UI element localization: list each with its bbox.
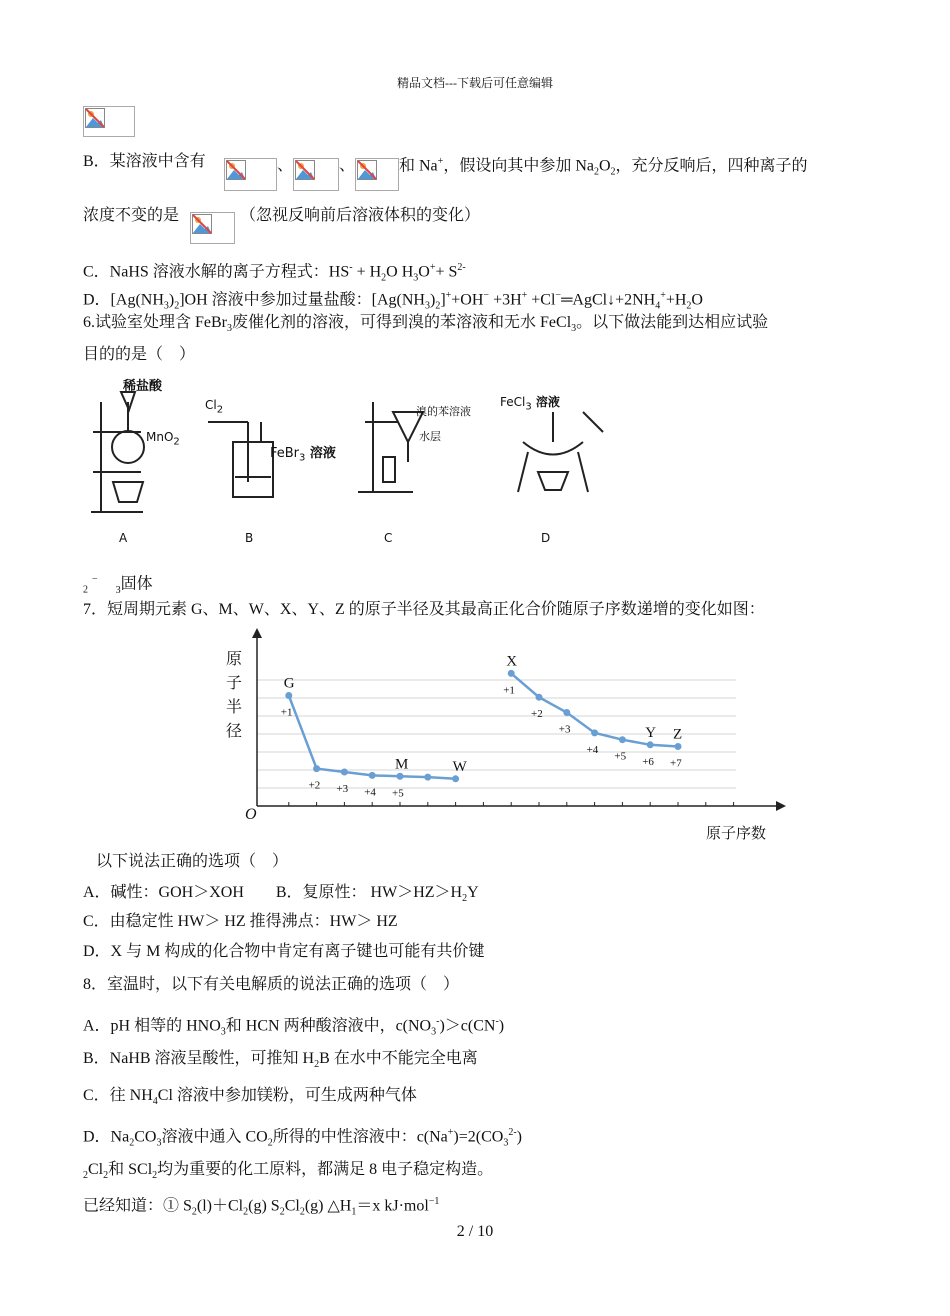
chart-ylabel-char: 原 [226,651,243,668]
broken-image-icon [190,212,235,244]
chart-valence-label: +1 [280,706,293,719]
q7-option-ab: A．碱性：GOH＞XOH B．复原性： $HW>HZ>H_2Y$ [83,884,479,905]
chart-data-point [508,670,515,677]
separator: 、 [339,157,356,174]
q8-text: 8．室温时，以下有关电解质的说法正确的选项（ ） [83,976,460,993]
chart-valence-label: +5 [614,750,627,763]
fig-label-d: D [541,531,551,545]
chart-x-arrow [776,801,786,811]
label-fecl3: FeCl$_3$ 溶液 [500,395,560,413]
q8-option-a: A．pH 相等的 $HNO_3$和 HCN 两种酸溶液中，$c(NO_3^-)>c(CN^-)$ [83,1016,505,1038]
q9-line1: $_2Cl_2$和 SCl$_2$均为重要的化工原料，都满足 8 电子稳定构造。 [83,1161,494,1182]
q6-text: 6.试验室处理含 FeBr$_3$废催化剂的溶液，可得到溴的苯溶液和无水 FeCl$_3$。以下做法能到达相应试验 [83,314,769,335]
chart-data-point [285,692,292,699]
chart-element-label: X [506,653,518,670]
q5-option-b-line2: 浓度不变的是 [83,207,180,224]
q9-line2: 已经知道：① $S_2(l)+Cl_2(g)$ $S_2Cl_2(g)$ $\triangle H_1=x$ kJ·mol$^{-1}$ [83,1196,440,1218]
chart-ylabel-char: 子 [226,675,243,692]
atomic-radius-chart [220,626,800,846]
chart-valence-label: +4 [586,743,599,756]
q5-option-b-text: B．某溶液中含有 [83,153,206,170]
chart-data-point [591,729,598,736]
q6-text-line2: 目的的是（ ） [83,346,196,363]
chart-data-point [397,773,404,780]
label-bromobenzene: 溴的苯溶液 [416,405,471,418]
chart-ylabel-char: 径 [226,723,243,740]
chart-valence-label: +5 [392,787,404,800]
label-water-layer: 水层 [419,430,441,443]
chart-valence-label: +1 [503,684,515,697]
chart-valence-label: +2 [308,779,321,792]
page-number: 2 / 10 [456,1223,494,1240]
q5-option-c: C．NaHS 溶液水解的离子方程式：$HS^- + H_2O$ $H_3O^++ S^{2-}$ [83,262,466,284]
q7-option-c: C．由稳定性 HW＞ HZ 推得沸点：HW＞ HZ [83,913,398,930]
q5-option-b-cont: 和 Na+，假设向其中参加 $Na_2O_2$，充分反响后，四种离子的 [399,156,808,178]
label-cl2: $Cl_2$ [205,398,224,416]
q8-option-d: D．$Na_2CO_3$溶液中通入 $CO_2$所得的中性溶液中：$c(Na^+)=2(CO_3^{2-})$ [83,1127,522,1149]
separator: 、 [277,157,294,174]
label-febr3: FeBr$_3$ 溶液 [270,446,336,464]
chart-valence-label: +2 [531,708,543,721]
chart-data-point [619,736,626,743]
chart-series-line [289,696,456,779]
chart-element-label: Y [645,724,657,741]
chart-data-point [675,743,682,750]
chart-valence-label: +3 [336,783,349,795]
label-mno2: MnO$_2$ [146,430,180,448]
broken-image-icon [83,106,135,137]
fig-label-a: A [119,531,128,545]
q7-option-d: D．X 与 M 构成的化合物中肯定有离子键也可能有共价键 [83,943,485,960]
chart-data-point [369,772,376,779]
fig-label-c: C [384,531,393,545]
chart-data-point [647,741,654,748]
q8-option-c: C．往 $NH_4Cl$ 溶液中参加镁粉，可生成两种气体 [83,1087,417,1108]
broken-image-icon [293,158,339,191]
fig-label-b: B [245,531,254,545]
q5-option-b [83,152,206,172]
chart-data-point [536,694,543,701]
chart-element-label: Z [673,726,683,743]
q5-option-d: D．$[Ag(NH_3)_2]OH$ 溶液中参加过量盐酸：$[Ag(NH_3)_2]^++OH^- +3H^+$ $+Cl^-═AgCl↓+2NH_4^++H_2O$ [83,290,703,312]
q7-question: 以下说法正确的选项（ ） [96,853,289,870]
chart-valence-label: +7 [670,757,682,770]
broken-image-icon [224,158,277,191]
chart-ylabel [226,648,242,744]
chart-data-point [452,775,459,782]
chart-origin: O [245,806,257,823]
chart-ylabel-char: 半 [226,699,243,716]
q7-text: 7．短周期元素 G、M、W、X、Y、Z 的原子半径及其最高正化合价随原子序数递增的变化如图： [83,601,765,618]
q8-option-b: B．NaHB 溶液呈酸性，可推知 $H_2B$ 在水中不能完全电离 [83,1050,478,1071]
broken-image-icon [355,158,399,191]
chart-data-point [563,709,570,716]
chart-valence-label: +4 [364,786,376,799]
chart-data-point [424,774,431,781]
page-header: 精品文档---下载后可任意编辑 [397,76,553,90]
chart-xlabel: 原子序数 [706,824,767,842]
chart-valence-label: +3 [558,723,571,736]
label-dilute-hcl: 稀盐酸 [123,379,163,394]
q6-fragment: $_2$−$_3$固体 [83,574,153,596]
chart-element-label: W [452,758,467,775]
chart-element-label: G [283,675,295,692]
chart-element-label: M [395,756,409,773]
chart-valence-label: +6 [642,755,654,768]
q5-option-b-note: （忽视反响前后溶液体积的变化） [240,207,481,224]
chart-data-point [341,769,348,776]
chart-data-point [313,765,320,772]
chart-y-arrow [252,628,262,638]
